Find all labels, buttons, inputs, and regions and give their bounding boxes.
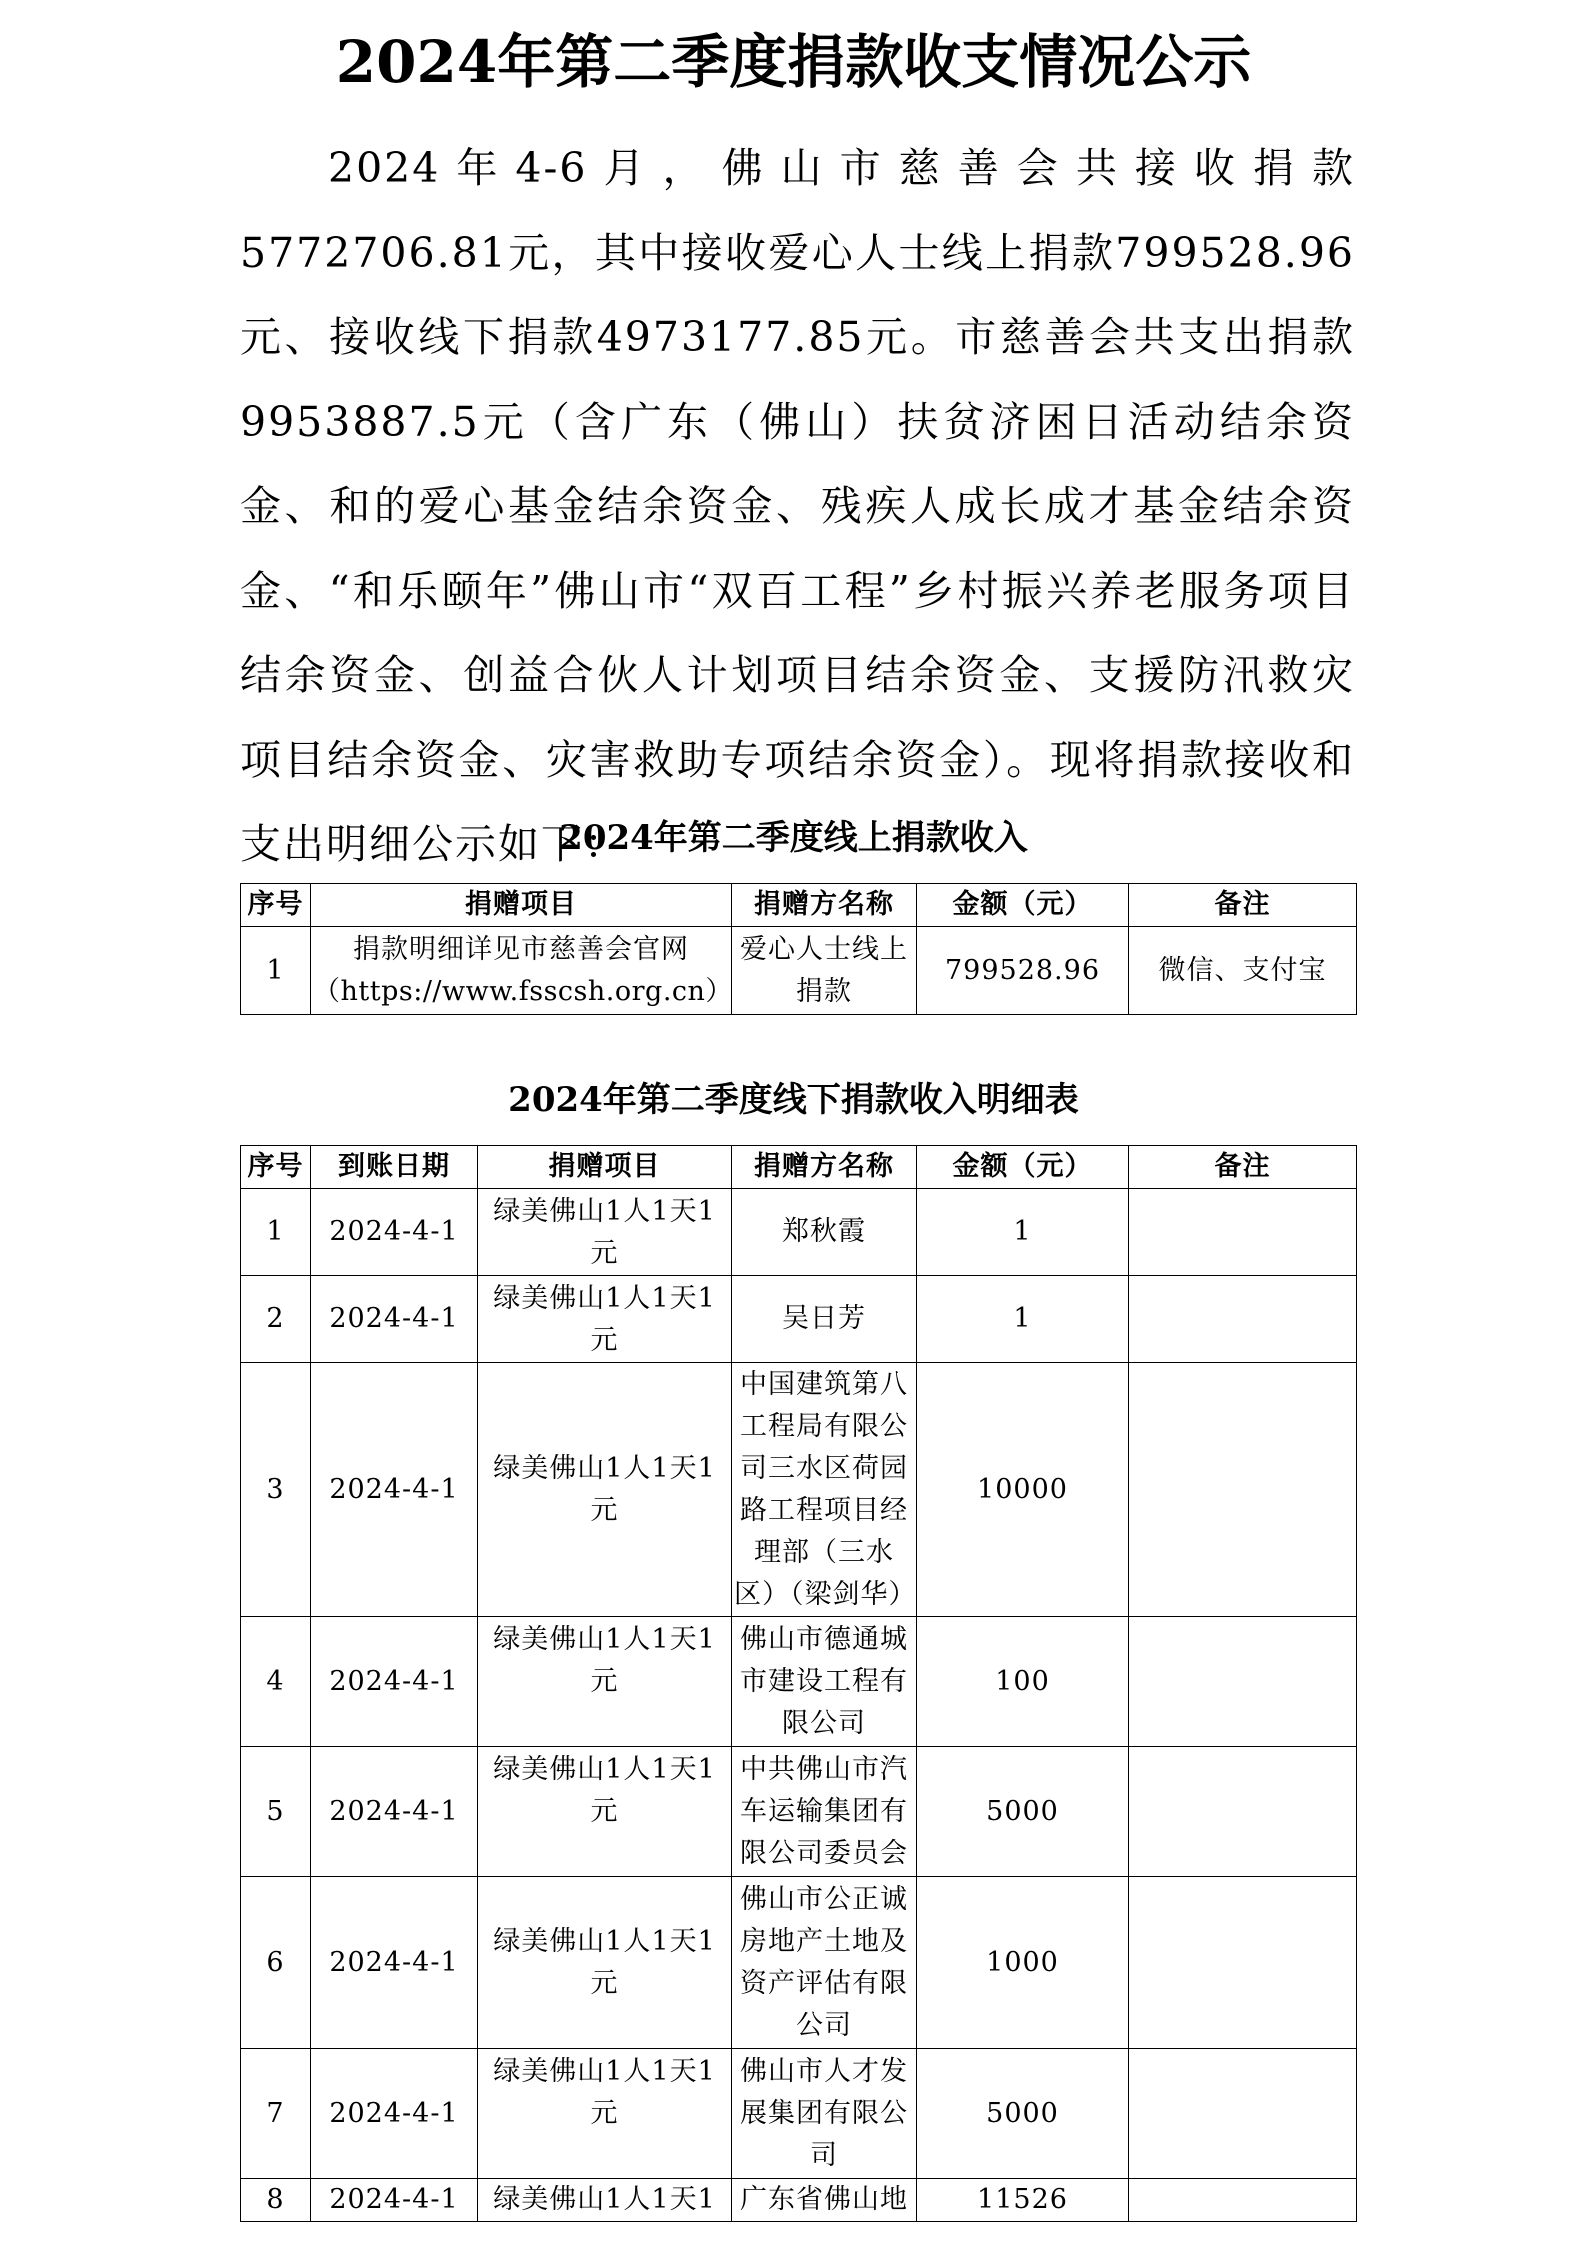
row-project: 绿美佛山1人1天1	[478, 2179, 732, 2222]
row-project	[311, 927, 732, 1015]
online-header-project: 捐赠项目	[311, 884, 732, 927]
row-project: 绿美佛山1人1天1元	[478, 1276, 732, 1363]
row-no: 8	[241, 2179, 311, 2222]
offline-header-no: 序号	[241, 1146, 311, 1189]
row-note	[1129, 1276, 1357, 1363]
row-no: 1	[241, 927, 311, 1015]
row-donor: 郑秋霞	[732, 1189, 917, 1276]
row-amount: 5000	[917, 2049, 1129, 2179]
table-row	[241, 1189, 1357, 1276]
row-amount: 11526	[917, 2179, 1129, 2222]
online-header-donor: 捐赠方名称	[732, 884, 917, 927]
project-line: 捐款明细详见市慈善会官网	[353, 933, 689, 965]
row-date: 2024-4-1	[311, 1877, 478, 2049]
online-header-no: 序号	[241, 884, 311, 927]
row-date: 2024-4-1	[311, 1747, 478, 1877]
row-no: 5	[241, 1747, 311, 1877]
online-header-note: 备注	[1129, 884, 1357, 927]
row-donor: 爱心人士线上捐款	[732, 927, 917, 1015]
intro-paragraph: 2024年4-6月，佛山市慈善会共接收捐款5772706.81元，其中接收爱心人士线上捐款799528.96元、接收线下捐款4973177.85元。市慈善会共支出捐款9953887.5元（含广东（佛山）扶贫济困日活动结余资金、和的爱心基金结余资金、残疾人成长成才基金结余资金、“和乐颐年”佛山市“双百工程”乡村振兴养老服务项目结余资金、创益合伙人计划项目结余资金、支援防汛救灾项目结余资金、灾害救助专项结余资金）。现将捐款接收和支出明细公示如下：	[240, 144, 1355, 868]
table-row	[241, 1617, 1357, 1747]
offline-table-header-row	[241, 1146, 1357, 1189]
table-row	[241, 927, 1357, 1015]
row-date: 2024-4-1	[311, 1617, 478, 1747]
offline-header-amount: 金额（元）	[917, 1146, 1129, 1189]
table-row	[241, 1877, 1357, 2049]
row-note	[1129, 1189, 1357, 1276]
row-project: 绿美佛山1人1天1元	[478, 1747, 732, 1877]
row-project: 绿美佛山1人1天1元	[478, 1617, 732, 1747]
offline-header-date: 到账日期	[311, 1146, 478, 1189]
row-date: 2024-4-1	[311, 2049, 478, 2179]
online-donation-table	[240, 883, 1357, 1015]
row-donor: 佛山市人才发展集团有限公司	[732, 2049, 917, 2179]
offline-header-donor: 捐赠方名称	[732, 1146, 917, 1189]
row-donor: 中共佛山市汽车运输集团有限公司委员会	[732, 1747, 917, 1877]
row-donor: 吴日芳	[732, 1276, 917, 1363]
row-project: 绿美佛山1人1天1元	[478, 1189, 732, 1276]
row-amount: 799528.96	[917, 927, 1129, 1015]
row-no: 2	[241, 1276, 311, 1363]
offline-header-project: 捐赠项目	[478, 1146, 732, 1189]
row-date: 2024-4-1	[311, 1276, 478, 1363]
online-table-header-row	[241, 884, 1357, 927]
table-row	[241, 1747, 1357, 1877]
row-no: 3	[241, 1363, 311, 1617]
row-no: 7	[241, 2049, 311, 2179]
table-row	[241, 2179, 1357, 2222]
row-note	[1129, 2049, 1357, 2179]
online-header-amount: 金额（元）	[917, 884, 1129, 927]
row-note	[1129, 1877, 1357, 2049]
table-row	[241, 1276, 1357, 1363]
row-project: 绿美佛山1人1天1元	[478, 1363, 732, 1617]
offline-table-title: 2024年第二季度线下捐款收入明细表	[508, 1080, 1079, 1120]
row-note: 微信、支付宝	[1129, 927, 1357, 1015]
row-no: 6	[241, 1877, 311, 2049]
row-amount: 1	[917, 1276, 1129, 1363]
row-date: 2024-4-1	[311, 1189, 478, 1276]
table-row	[241, 2049, 1357, 2179]
offline-donation-table	[240, 1145, 1357, 2222]
row-note	[1129, 1363, 1357, 1617]
row-project: 绿美佛山1人1天1元	[478, 1877, 732, 2049]
row-amount: 10000	[917, 1363, 1129, 1617]
row-note	[1129, 2179, 1357, 2222]
row-no: 4	[241, 1617, 311, 1747]
row-donor: 广东省佛山地	[732, 2179, 917, 2222]
row-donor: 佛山市德通城市建设工程有限公司	[732, 1617, 917, 1747]
row-no: 1	[241, 1189, 311, 1276]
row-note	[1129, 1747, 1357, 1877]
row-date: 2024-4-1	[311, 1363, 478, 1617]
row-project: 绿美佛山1人1天1元	[478, 2049, 732, 2179]
project-url-line: （https://www.fsscsh.org.cn）	[313, 975, 733, 1007]
table-row	[241, 1363, 1357, 1617]
online-table-title: 2024年第二季度线上捐款收入	[559, 818, 1028, 858]
row-date: 2024-4-1	[311, 2179, 478, 2222]
row-donor: 中国建筑第八工程局有限公司三水区荷园路工程项目经理部（三水区）（梁剑华）	[732, 1363, 917, 1617]
row-amount: 1000	[917, 1877, 1129, 2049]
page-title: 2024年第二季度捐款收支情况公示	[335, 28, 1252, 96]
row-donor: 佛山市公正诚房地产土地及资产评估有限公司	[732, 1877, 917, 2049]
row-note	[1129, 1617, 1357, 1747]
row-amount: 1	[917, 1189, 1129, 1276]
offline-header-note: 备注	[1129, 1146, 1357, 1189]
row-amount: 5000	[917, 1747, 1129, 1877]
row-amount: 100	[917, 1617, 1129, 1747]
